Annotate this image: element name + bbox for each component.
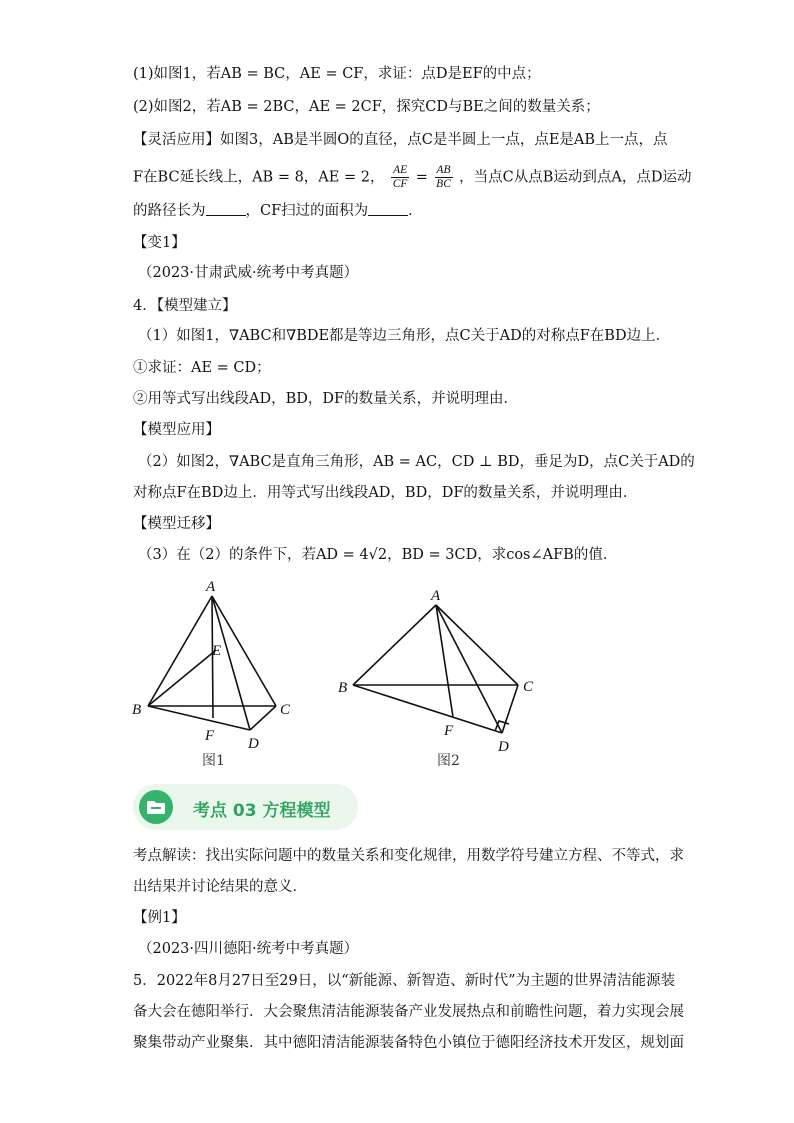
text-line: (1)如图1，若AB = BC，AE = CF，求证：点D是EF的中点； [133, 66, 541, 82]
text-segment: ，CF扫过的面积为 [245, 203, 369, 219]
text-line: （1）如图1，∇ABC和∇BDE都是等边三角形，点C关于AD的对称点F在BD边上． [138, 328, 671, 344]
text-line: （3）在（2）的条件下，若AD = 4√2，BD = 3CD，求cos∠AFB的值． [138, 547, 618, 563]
fraction-denominator: BC [436, 178, 451, 190]
answer-blank[interactable] [206, 202, 246, 216]
figure-1-diagram [130, 578, 310, 748]
folder-icon [139, 790, 173, 824]
point-label-b: B [132, 702, 142, 718]
point-label-c: C [280, 702, 291, 718]
fraction-ab-bc [435, 164, 453, 191]
text-line: (2)如图2，若AB = 2BC，AE = 2CF，探究CD与BE之间的数量关系； [133, 99, 600, 115]
text-line: 出结果并讨论结果的意义． [133, 879, 307, 895]
text-line: 聚集带动产业聚集．其中德阳清洁能源装备特色小镇位于德阳经济技术开发区，规划面 [133, 1035, 684, 1051]
text-line: 对称点F在BD边上．用等式写出线段AD，BD，DF的数量关系，并说明理由． [133, 485, 638, 501]
figure-1-caption: 图1 [202, 753, 225, 769]
point-label-c: C [523, 679, 534, 695]
text-line: 5．2022年8月27日至29日，以“新能源、新智造、新时代”为主题的世界清洁能源装 [133, 973, 676, 989]
text-line: 【模型迁移】 [133, 516, 220, 532]
text-line: 【例1】 [133, 910, 186, 926]
point-label-d: D [248, 736, 259, 748]
point-label-f: F [205, 728, 215, 744]
text-line: （2）如图2，∇ABC是直角三角形，AB = AC，CD ⊥ BD，垂足为D，点C关于AD的 [138, 454, 695, 470]
text-line: ①求证：AE = CD； [133, 360, 271, 376]
fraction-numerator: AE [393, 164, 408, 176]
figure-2-caption: 图2 [437, 753, 460, 769]
equals-sign: = [415, 169, 428, 186]
point-label-d: D [498, 739, 509, 755]
fraction-ae-cf [391, 164, 409, 191]
text-segment: ，当点C从点B运动到点A，点D运动 [459, 169, 692, 186]
text-line [133, 164, 692, 191]
text-line: （2023·四川德阳·统考中考真题） [138, 941, 359, 957]
answer-blank[interactable] [368, 202, 408, 216]
text-line: 【灵活应用】如图3，AB是半圆O的直径，点C是半圆上一点，点E是AB上一点，点 [133, 132, 668, 148]
text-line: 4．【模型建立】 [133, 298, 237, 314]
text-line: ②用等式写出线段AD，BD，DF的数量关系，并说明理由． [133, 391, 519, 407]
text-segment: ． [408, 203, 423, 219]
point-label-a: A [206, 579, 216, 595]
section-header [133, 784, 358, 830]
text-line: （2023·甘肃武威·统考中考真题） [138, 265, 359, 281]
text-segment: F在BC延长线上，AB = 8，AE = 2， [133, 169, 385, 186]
point-label-a: A [431, 588, 441, 604]
text-segment: 的路径长为 [133, 203, 206, 219]
figure-2-diagram [335, 585, 545, 755]
text-line: 备大会在德阳举行．大会聚焦清洁能源装备产业发展热点和前瞻性问题，着力实现会展 [133, 1004, 684, 1020]
point-label-e: E [212, 643, 222, 659]
fraction-denominator: CF [392, 178, 408, 190]
text-line [133, 201, 423, 221]
text-line: 【变1】 [133, 235, 186, 251]
point-label-b: B [338, 680, 348, 696]
point-label-f: F [444, 723, 454, 739]
fraction-numerator: AB [436, 164, 451, 176]
text-line: 【模型应用】 [133, 422, 220, 438]
section-title: 考点 03 方程模型 [193, 801, 331, 821]
text-line: 考点解读：找出实际问题中的数量关系和变化规律，用数学符号建立方程、不等式，求 [133, 848, 684, 864]
